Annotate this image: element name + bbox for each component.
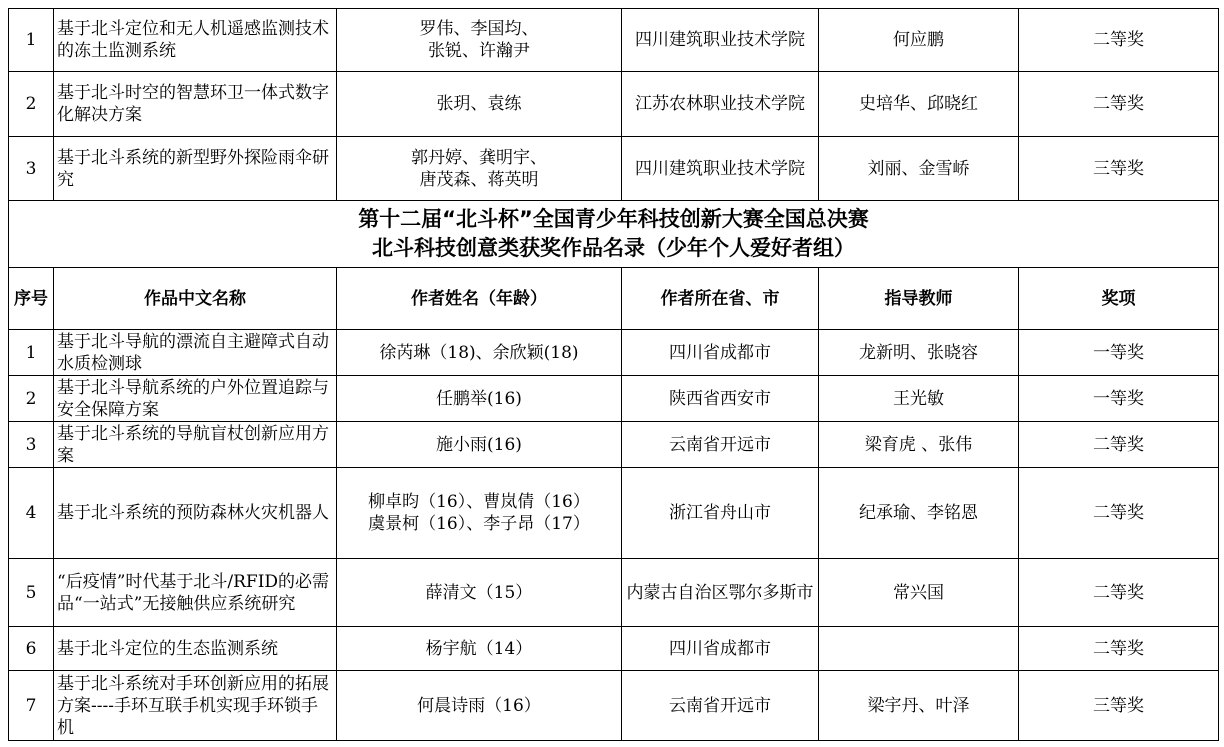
row-number: 4 bbox=[9, 468, 54, 559]
table-row bbox=[9, 468, 1219, 559]
location: 云南省开远市 bbox=[622, 671, 819, 741]
work-title: 基于北斗系统的新型野外探险雨伞研究 bbox=[54, 137, 337, 201]
author-names: 任鹏举(16) bbox=[337, 376, 622, 422]
advisor-names: 纪承瑜、李铭恩 bbox=[819, 468, 1019, 559]
work-title: “后疫情”时代基于北斗/RFID的必需品“一站式”无接触供应系统研究 bbox=[54, 559, 337, 627]
award-level: 一等奖 bbox=[1019, 330, 1219, 376]
award-level: 三等奖 bbox=[1019, 137, 1219, 201]
advisor-names bbox=[819, 627, 1019, 671]
award-list-sheet bbox=[8, 8, 1218, 741]
row-number: 5 bbox=[9, 559, 54, 627]
row-number: 3 bbox=[9, 137, 54, 201]
advisor-names: 何应鹏 bbox=[819, 9, 1019, 72]
work-title: 基于北斗定位和无人机遥感监测技术的冻土监测系统 bbox=[54, 9, 337, 72]
author-names: 杨宇航（14） bbox=[337, 627, 622, 671]
award-level: 一等奖 bbox=[1019, 376, 1219, 422]
author-names: 张玥、袁练 bbox=[337, 72, 622, 137]
work-title: 基于北斗系统对手环创新应用的拓展方案----手环互联手机实现手环锁手机 bbox=[54, 671, 337, 741]
advisor-names: 史培华、邱晓红 bbox=[819, 72, 1019, 137]
location: 内蒙古自治区鄂尔多斯市 bbox=[622, 559, 819, 627]
author-names: 徐芮琳（18)、余欣颖(18) bbox=[337, 330, 622, 376]
section-title-row bbox=[9, 201, 1219, 268]
header-work-title: 作品中文名称 bbox=[54, 268, 337, 330]
work-title: 基于北斗导航的漂流自主避障式自动水质检测球 bbox=[54, 330, 337, 376]
school-name: 江苏农林职业技术学院 bbox=[622, 72, 819, 137]
advisor-names: 常兴国 bbox=[819, 559, 1019, 627]
row-number: 3 bbox=[9, 422, 54, 468]
location: 陕西省西安市 bbox=[622, 376, 819, 422]
header-authors: 作者姓名（年龄） bbox=[337, 268, 622, 330]
table-row bbox=[9, 376, 1219, 422]
header-award: 奖项 bbox=[1019, 268, 1219, 330]
work-title: 基于北斗导航系统的户外位置追踪与安全保障方案 bbox=[54, 376, 337, 422]
author-names: 柳卓昀（16）、曹岚倩（16） 虞景柯（16）、李子昂（17） bbox=[337, 468, 622, 559]
location: 浙江省舟山市 bbox=[622, 468, 819, 559]
table-row bbox=[9, 559, 1219, 627]
award-level: 二等奖 bbox=[1019, 559, 1219, 627]
author-names: 施小雨(16) bbox=[337, 422, 622, 468]
location: 四川省成都市 bbox=[622, 627, 819, 671]
table-row bbox=[9, 137, 1219, 201]
table-row bbox=[9, 9, 1219, 72]
location: 四川省成都市 bbox=[622, 330, 819, 376]
row-number: 2 bbox=[9, 376, 54, 422]
award-level: 二等奖 bbox=[1019, 468, 1219, 559]
table-row bbox=[9, 627, 1219, 671]
work-title: 基于北斗系统的导航盲杖创新应用方案 bbox=[54, 422, 337, 468]
work-title: 基于北斗系统的预防森林火灾机器人 bbox=[54, 468, 337, 559]
school-name: 四川建筑职业技术学院 bbox=[622, 9, 819, 72]
author-names: 何晨诗雨（16） bbox=[337, 671, 622, 741]
advisor-names: 梁宇丹、叶泽 bbox=[819, 671, 1019, 741]
school-name: 四川建筑职业技术学院 bbox=[622, 137, 819, 201]
row-number: 7 bbox=[9, 671, 54, 741]
section-title: 第十二届“北斗杯”全国青少年科技创新大赛全国总决赛 北斗科技创意类获奖作品名录（少年个人爱好者组） bbox=[9, 201, 1219, 268]
award-level: 二等奖 bbox=[1019, 627, 1219, 671]
header-advisor: 指导教师 bbox=[819, 268, 1019, 330]
table-row bbox=[9, 671, 1219, 741]
advisor-names: 刘丽、金雪峤 bbox=[819, 137, 1019, 201]
award-level: 三等奖 bbox=[1019, 671, 1219, 741]
author-names: 罗伟、李国均、 张锐、许瀚尹 bbox=[337, 9, 622, 72]
table-row bbox=[9, 422, 1219, 468]
header-row bbox=[9, 268, 1219, 330]
row-number: 6 bbox=[9, 627, 54, 671]
header-number: 序号 bbox=[9, 268, 54, 330]
location: 云南省开远市 bbox=[622, 422, 819, 468]
award-level: 二等奖 bbox=[1019, 9, 1219, 72]
work-title: 基于北斗时空的智慧环卫一体式数字化解决方案 bbox=[54, 72, 337, 137]
award-level: 二等奖 bbox=[1019, 422, 1219, 468]
author-names: 郭丹婷、龚明宇、 唐茂森、蒋英明 bbox=[337, 137, 622, 201]
table-row bbox=[9, 72, 1219, 137]
award-table bbox=[8, 8, 1219, 741]
row-number: 1 bbox=[9, 9, 54, 72]
row-number: 1 bbox=[9, 330, 54, 376]
advisor-names: 龙新明、张晓容 bbox=[819, 330, 1019, 376]
row-number: 2 bbox=[9, 72, 54, 137]
author-names: 薛清文（15） bbox=[337, 559, 622, 627]
table-row bbox=[9, 330, 1219, 376]
advisor-names: 王光敏 bbox=[819, 376, 1019, 422]
header-location: 作者所在省、市 bbox=[622, 268, 819, 330]
advisor-names: 梁育虎 、张伟 bbox=[819, 422, 1019, 468]
award-level: 二等奖 bbox=[1019, 72, 1219, 137]
work-title: 基于北斗定位的生态监测系统 bbox=[54, 627, 337, 671]
